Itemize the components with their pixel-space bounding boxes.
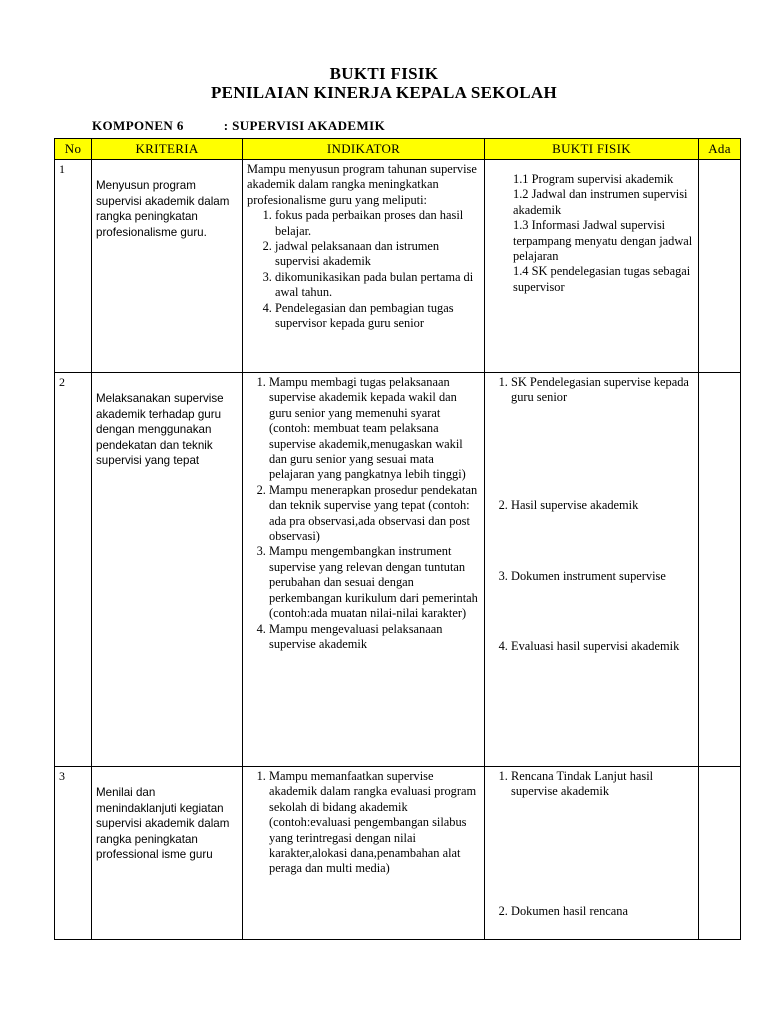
bukti-item: 1.1 Program supervisi akademik	[513, 172, 674, 186]
indikator-item: 2. jadwal pelaksanaan dan istrumen supervisi akademik	[275, 239, 480, 270]
kriteria-text: Menyusun program supervisi akademik dalam rangka peningkatan profesionalisme guru.	[96, 179, 230, 239]
component-label: KOMPONEN 6	[92, 118, 184, 133]
column-header-kriteria: KRITERIA	[92, 139, 243, 160]
bukti-fisik-cell	[485, 373, 699, 767]
ada-cell	[699, 373, 741, 767]
row-number: 3	[55, 767, 92, 940]
bukti-item: 2. Hasil supervise akademik	[511, 498, 694, 513]
column-header-bukti-fisik: BUKTI FISIK	[485, 139, 699, 160]
indikator-cell	[243, 373, 485, 767]
indikator-item: 3. Mampu mengembangkan instrument supervise yang relevan dengan tuntutan perubahan dan sesuai dengan perkembangan kurikulum dari pemerintah (contoh:ada muatan nilai-nilai karakter)	[269, 544, 480, 621]
indikator-item: 2. Mampu menerapkan prosedur pendekatan dan teknik supervise yang tepat (contoh: ada pra observasi,ada observasi dan post observasi)	[269, 483, 480, 545]
indikator-cell	[243, 767, 485, 940]
indikator-item: 1. Mampu membagi tugas pelaksanaan supervise akademik kepada wakil dan guru senior yang memenuhi syarat (contoh: membuat team pelaksana supervise akademik,menugaskan wakil dan guru senior yang sesuai mata pelajaran yang pangkatnya lebih tinggi)	[269, 375, 480, 483]
bukti-item: 4. Evaluasi hasil supervisi akademik	[511, 639, 694, 654]
bukti-item: 1.2 Jadwal dan instrumen supervisi akademik	[513, 187, 688, 217]
indikator-item: 4. Pendelegasian dan pembagian tugas supervisor kepada guru senior	[275, 301, 480, 332]
indikator-item: 1. Mampu memanfaatkan supervise akademik dalam rangka evaluasi program sekolah di bidang akademik (contoh:evaluasi pengembangan silabus yang terintregasi dengan nilai karakter,alokasi dana,penambahan alat peraga dan multi media)	[269, 769, 480, 877]
table-header-row	[55, 139, 741, 160]
table-row	[55, 373, 741, 767]
bukti-item: 3. Dokumen instrument supervise	[511, 569, 694, 584]
bukti-item: 1.4 SK pendelegasian tugas sebagai supervisor	[513, 264, 691, 294]
ada-cell	[699, 160, 741, 373]
document-subtitle: PENILAIAN KINERJA KEPALA SEKOLAH	[210, 83, 558, 102]
assessment-table	[54, 138, 741, 940]
column-header-ada: Ada	[699, 139, 741, 160]
table-row	[55, 767, 741, 940]
column-header-no: No	[55, 139, 92, 160]
table-row	[55, 160, 741, 373]
indikator-item: 1. fokus pada perbaikan proses dan hasil belajar.	[275, 208, 480, 239]
kriteria-text: Melaksanakan supervise akademik terhadap guru dengan menggunakan pendekatan dan teknik supervisi yang tepat	[96, 392, 224, 468]
bukti-item: 1.3 Informasi Jadwal supervisi terpampang menyatu dengan jadwal pelajaran	[513, 218, 693, 264]
bukti-item: 1. SK Pendelegasian supervise kepada guru senior	[511, 375, 694, 406]
row-number: 2	[55, 373, 92, 767]
component-heading	[92, 118, 385, 134]
column-header-indikator: INDIKATOR	[243, 139, 485, 160]
kriteria-text: Menilai dan menindaklanjuti kegiatan supervisi akademik dalam rangka peningkatan professional isme guru	[96, 786, 230, 862]
kriteria-cell	[92, 767, 243, 940]
bukti-fisik-cell	[485, 767, 699, 940]
indikator-cell	[243, 160, 485, 373]
indikator-item: 4. Mampu mengevaluasi pelaksanaan supervise akademik	[269, 622, 480, 653]
kriteria-cell	[92, 160, 243, 373]
row-number: 1	[55, 160, 92, 373]
bukti-fisik-cell	[485, 160, 699, 373]
kriteria-cell	[92, 373, 243, 767]
bukti-item: 1. Rencana Tindak Lanjut hasil supervise akademik	[511, 769, 694, 800]
bukti-item: 2. Dokumen hasil rencana	[511, 904, 694, 919]
ada-cell	[699, 767, 741, 940]
indikator-item: 3. dikomunikasikan pada bulan pertama di awal tahun.	[275, 270, 480, 301]
indikator-intro: Mampu menyusun program tahunan supervise akademik dalam rangka meningkatkan profesionalisme guru yang meliputi:	[247, 162, 477, 207]
document-title: BUKTI FISIK	[329, 64, 439, 83]
component-value: : SUPERVISI AKADEMIK	[223, 118, 386, 133]
